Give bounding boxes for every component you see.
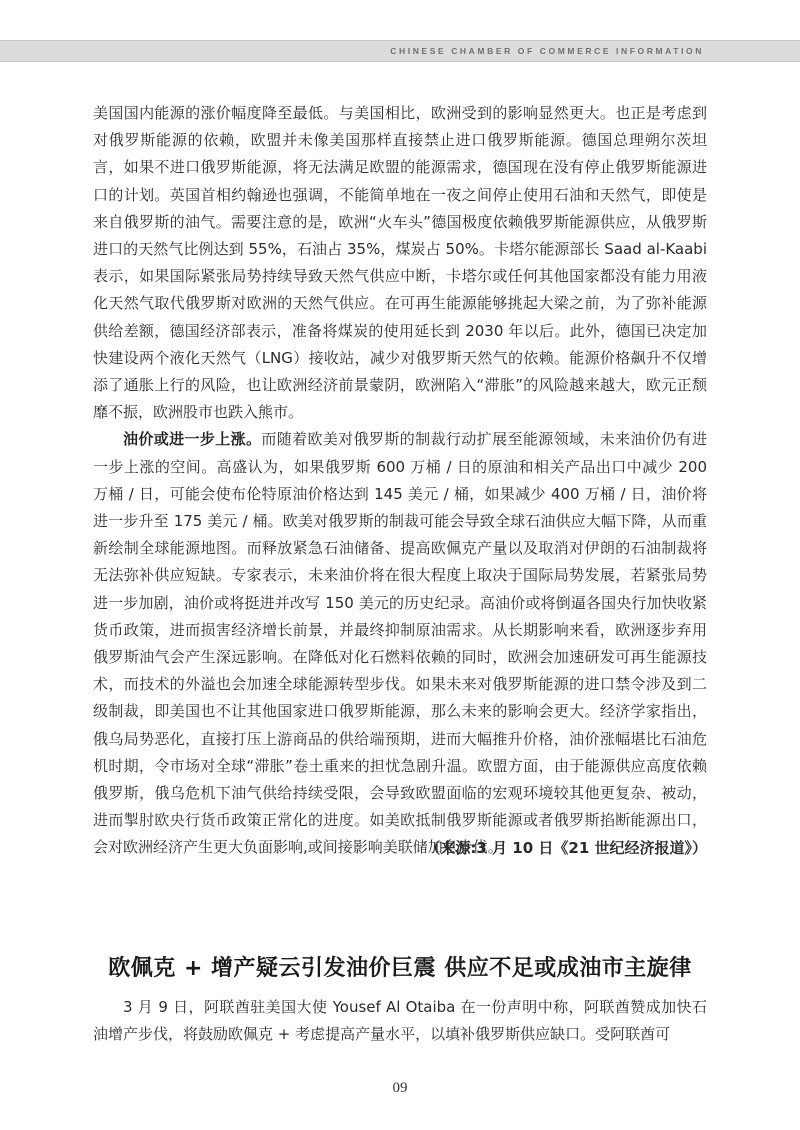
header-band: [0, 40, 800, 62]
paragraph-lead: 油价或进一步上涨。: [123, 430, 262, 449]
article-2-body: [93, 994, 707, 1048]
paragraph-2: [93, 426, 707, 861]
page-number: 09: [392, 1080, 408, 1096]
section-heading: 欧佩克 + 增产疑云引发油价巨震 供应不足或成油市主旋律: [108, 956, 692, 981]
publication-name: CHINESE CHAMBER OF COMMERCE INFORMATION: [390, 46, 704, 56]
article-2-paragraph-1: 3 月 9 日，阿联酋驻美国大使 Yousef Al Otaiba 在一份声明中称，阿联酋赞成加快石油增产步伐，将鼓励欧佩克 + 考虑提高产量水平，以填补俄罗斯供应缺口。受阿联酋可: [93, 998, 707, 1044]
paragraph-2-text: 而随着欧美对俄罗斯的制裁行动扩展至能源领域，未来油价仍有进一步上涨的空间。高盛认为，如果俄罗斯 600 万桶 / 日的原油和相关产品出口中减少 200 万桶 / 日，可能会使布伦特原油价格达到 145 美元 / 桶，如果减少 400 万桶 / 日，油价将进一步升至 175 美元 / 桶。欧美对俄罗斯的制裁可能会导致全球石油供应大幅下降，从而重新绘制全球能源地图。而释放紧急石油储备、提高欧佩克产量以及取消对伊朗的石油制裁将无法弥补供应短缺。专家表示，未来油价将在很大程度上取决于国际局势发展，若紧张局势进一步加剧，油价或将挺进并改写 150 美元的历史纪录。高油价或将倒逼各国央行加快收紧货币政策，进而损害经济增长前景，并最终抑制原油需求。从长期影响来看，欧洲逐步弃用俄罗斯油气会产生深远影响。在降低对化石燃料依赖的同时，欧洲会加速研发可再生能源技术，而技术的外溢也会加速全球能源转型步伐。如果未来对俄罗斯能源的进口禁令涉及到二级制裁，即美国也不让其他国家进口俄罗斯能源，那么未来的影响会更大。经济学家指出，俄乌局势恶化，直接打压上游商品的供给端预期，进而大幅推升价格，油价涨幅堪比石油危机时期，令市场对全球“滞胀”卷土重来的担忧急剧升温。欧盟方面，由于能源供应高度依赖俄罗斯，俄乌危机下油气供给持续受限，会导致欧盟面临的宏观环境较其他更复杂、被动，进而掣肘欧央行货币政策正常化的进度。如美欧抵制俄罗斯能源或者俄罗斯掐断能源出口，会对欧洲经济产生更大负面影响,或间接影响美联储加息步伐。: [93, 430, 707, 857]
source-citation: （来源:3 月 10 日《21 世纪经济报道》）: [425, 838, 707, 857]
paragraph-1: 美国国内能源的涨价幅度降至最低。与美国相比，欧洲受到的影响显然更大。也正是考虑到对俄罗斯能源的依赖，欧盟并未像美国那样直接禁止进口俄罗斯能源。德国总理朔尔茨坦言，如果不进口俄罗斯能源，将无法满足欧盟的能源需求，德国现在没有停止俄罗斯能源进口的计划。英国首相约翰逊也强调，不能简单地在一夜之间停止使用石油和天然气，即使是来自俄罗斯的油气。需要注意的是，欧洲“火车头”德国极度依赖俄罗斯能源供应，从俄罗斯进口的天然气比例达到 55%，石油占 35%，煤炭占 50%。卡塔尔能源部长 Saad al-Kaabi 表示，如果国际紧张局势持续导致天然气供应中断，卡塔尔或任何其他国家都没有能力用液化天然气取代俄罗斯对欧洲的天然气供应。在可再生能源能够挑起大梁之前，为了弥补能源供给差额，德国经济部表示，准备将煤炭的使用延长到 2030 年以后。此外，德国已决定加快建设两个液化天然气（LNG）接收站，减少对俄罗斯天然气的依赖。能源价格飙升不仅增添了通胀上行的风险，也让欧洲经济前景蒙阴，欧洲陷入“滞胀”的风险越来越大，欧元正颓靡不振，欧洲股市也跌入熊市。: [93, 104, 707, 422]
article-body: [93, 100, 707, 857]
